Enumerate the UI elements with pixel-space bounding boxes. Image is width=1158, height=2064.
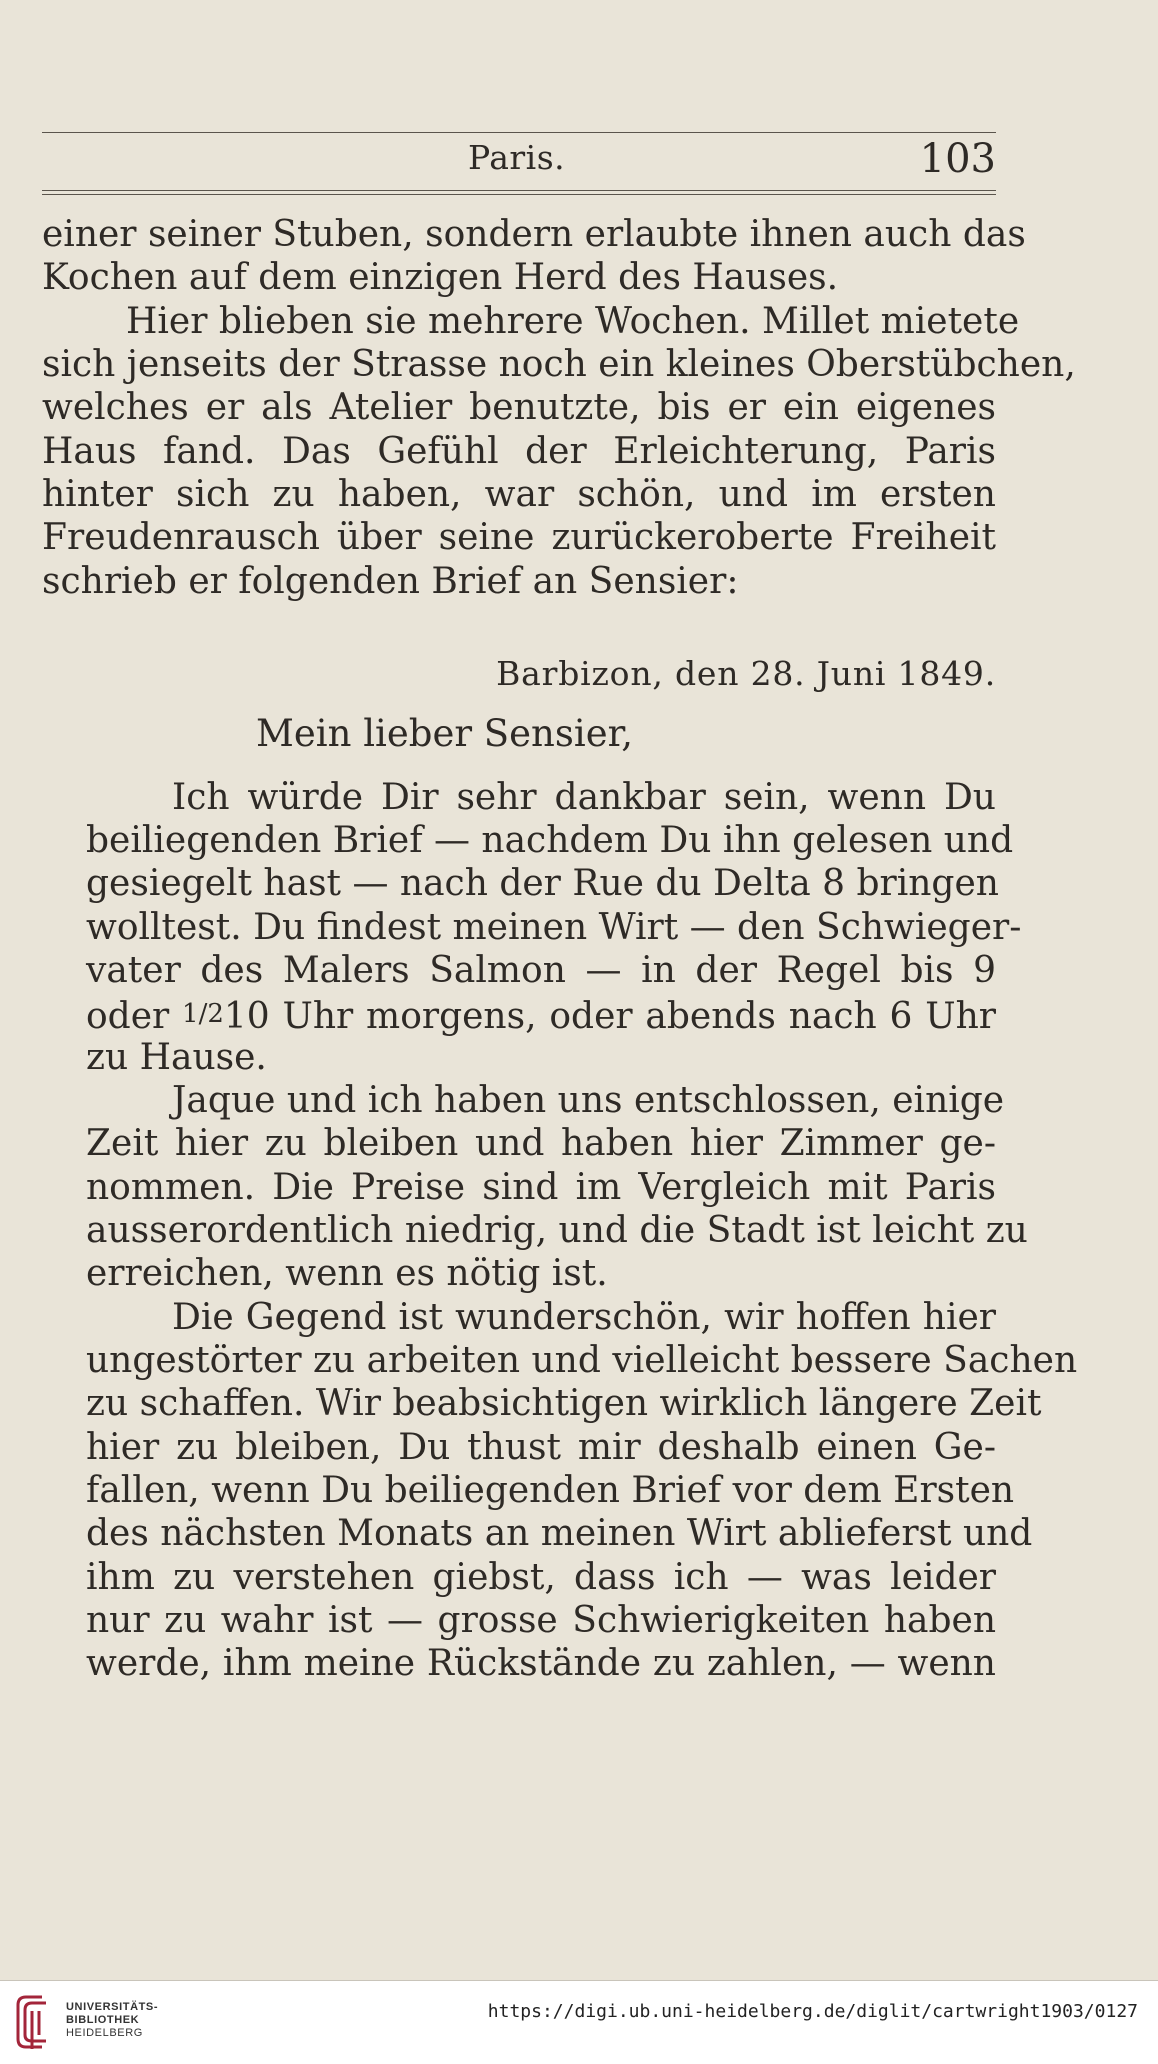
text-line: Freudenrausch über seine zurückeroberte Freiheit [42, 517, 996, 558]
letter-line: nur zu wahr ist — grosse Schwierigkeiten haben [86, 1600, 996, 1641]
library-name-line: HEIDELBERG [66, 2027, 143, 2039]
letter-line: zu Hause. [86, 1037, 267, 1078]
letter-line: gesiegelt hast — nach der Rue du Delta 8 bringen [86, 863, 999, 904]
text-line: Haus fand. Das Gefühl der Erleichterung, Paris [42, 431, 996, 472]
letter-line: hier zu bleiben, Du thust mir deshalb einen Ge- [86, 1427, 996, 1468]
letter-line: Jaque und ich haben uns entschlossen, einige [172, 1080, 1005, 1121]
letter-line: nommen. Die Preise sind im Vergleich mit Paris [86, 1167, 996, 1208]
text-line: schrieb er folgenden Brief an Sensier: [42, 561, 739, 602]
text-line: sich jenseits der Strasse noch ein kleines Oberstübchen, [42, 344, 1076, 385]
text-line: hinter sich zu haben, war schön, und im ersten [42, 474, 996, 515]
letter-line: erreichen, wenn es nötig ist. [86, 1253, 608, 1294]
letter-line: Ich würde Dir sehr dankbar sein, wenn Du [172, 777, 996, 818]
library-name-line: BIBLIOTHEK [66, 2014, 140, 2026]
letter-dateline: Barbizon, den 28. Juni 1849. [496, 654, 996, 693]
text-segment: oder [86, 996, 183, 1037]
header-bottom-rule [42, 190, 996, 195]
page-number: 103 [919, 136, 996, 182]
letter-line: ausserordentlich niedrig, und die Stadt ist leicht zu [86, 1210, 1028, 1251]
text-line: einer seiner Stuben, sondern erlaubte ihnen auch das [42, 214, 1026, 255]
letter-salutation: Mein lieber Sensier, [256, 712, 633, 755]
letter-line: fallen, wenn Du beiliegenden Brief vor dem Ersten [86, 1470, 1015, 1511]
letter-line: Die Gegend ist wunderschön, wir hoffen hier [172, 1297, 996, 1338]
letter-line: werde, ihm meine Rückstände zu zahlen, — wenn [86, 1643, 996, 1684]
fraction-half: 1/2 [182, 999, 224, 1029]
header-top-rule [42, 132, 996, 133]
letter-line: beiliegenden Brief — nachdem Du ihn gelesen und [86, 820, 1014, 861]
letter-line: Zeit hier zu bleiben und haben hier Zimmer ge- [86, 1123, 996, 1164]
digitization-footer [0, 1980, 1158, 2064]
library-name-line: UNIVERSITÄTS- [66, 2001, 159, 2013]
library-logo-icon [12, 1991, 56, 2053]
letter-line: zu schaffen. Wir beabsichtigen wirklich längere Zeit [86, 1383, 1042, 1424]
source-url-link[interactable]: https://digi.ub.uni-heidelberg.de/diglit/cartwright1903/0127 [487, 2001, 1138, 2022]
library-name [66, 2001, 158, 2040]
letter-line: des nächsten Monats an meinen Wirt ablieferst und [86, 1513, 1033, 1554]
text-line: welches er als Atelier benutzte, bis er ein eigenes [42, 387, 996, 428]
text-segment: 10 Uhr morgens, oder abends nach 6 Uhr [223, 996, 996, 1037]
text-line: Kochen auf dem einzigen Herd des Hauses. [42, 257, 839, 298]
letter-line: wolltest. Du findest meinen Wirt — den Schwieger- [86, 907, 1022, 948]
text-line: Hier blieben sie mehrere Wochen. Millet mietete [126, 301, 1020, 342]
letter-line: vater des Malers Salmon — in der Regel bis 9 [86, 950, 996, 991]
letter-line: ihm zu verstehen giebst, dass ich — was leider [86, 1557, 996, 1598]
letter-line: ungestörter zu arbeiten und vielleicht bessere Sachen [86, 1340, 1078, 1381]
letter-line-with-fraction [86, 994, 996, 1037]
running-title: Paris. [468, 138, 566, 177]
